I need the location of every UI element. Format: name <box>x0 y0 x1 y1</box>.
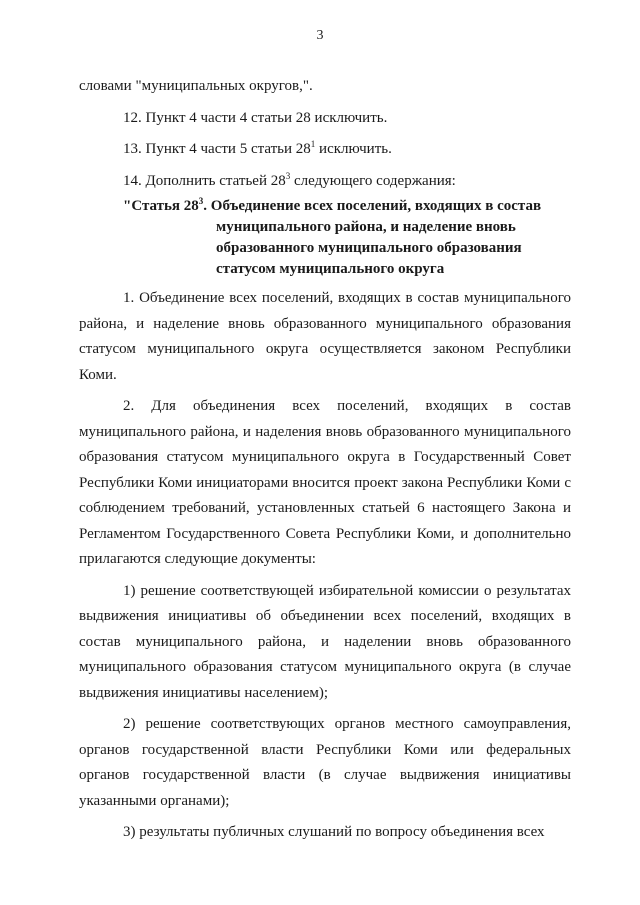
article-heading-title: "Статья 28 <box>123 198 199 214</box>
amendment-13-sup: 1 <box>310 139 316 149</box>
amendment-13-text: 13. Пункт 4 части 5 статьи 28 <box>123 141 311 157</box>
amendment-14-text: 14. Дополнить статьей 28 <box>123 172 286 189</box>
article-subitem-2: 2) решение соответствующих органов местного самоуправления, органов государственной власти Республики Коми или федеральных органов государственной власти (в случае выдвижения инициативы указанными органами); <box>79 716 571 809</box>
page-number: 3 <box>316 28 324 43</box>
article-heading-title-rest: . Объединение всех поселений, входящих в состав <box>203 198 542 214</box>
amendment-14-end: следующего содержания: <box>290 172 456 189</box>
amendment-12: 12. Пункт 4 части 4 статьи 28 исключить. <box>123 109 388 126</box>
article-item-2: 2. Для объединения всех поселений, входящих в состав муниципального района, и наделения вновь образованного муниципального образования статусом муниципального округа в Государственный Совет Республики Коми инициаторами вносится проект закона Республики Коми с соблюдением требований, установленных статьей 6 настоящего Закона и Регламентом Государственного Совета Республики Коми, и дополнительно прилагаются следующие документы: <box>79 398 571 567</box>
article-heading-continuation: муниципального района, и наделение вновь образованного муниципального образования статусом муниципального округа <box>216 219 522 277</box>
amendment-14-sup: 3 <box>285 170 291 181</box>
continuation-line: словами "муниципальных округов,". <box>79 78 313 94</box>
article-item-1: 1. Объединение всех поселений, входящих в состав муниципального района, и наделение вновь образованного муниципального образования статусом муниципального округа осуществляется законом Республики Коми. <box>79 290 571 383</box>
article-subitem-3: 3) результаты публичных слушаний по вопросу объединения всех <box>123 824 545 840</box>
article-subitem-1: 1) решение соответствующей избирательной комиссии о результатах выдвижения инициативы об объединении всех поселений, входящих в состав муниципального района, и наделении вновь образованного муниципального образования статусом муниципального округа (в случае выдвижения инициативы населением); <box>79 582 571 701</box>
amendment-13-end: исключить. <box>315 141 392 157</box>
article-heading-lead <box>79 196 541 217</box>
article-heading-sup: 3 <box>198 196 204 206</box>
amendment-13 <box>79 137 571 163</box>
amendment-14 <box>79 169 571 195</box>
document-body <box>79 74 571 846</box>
article-heading <box>79 196 571 280</box>
